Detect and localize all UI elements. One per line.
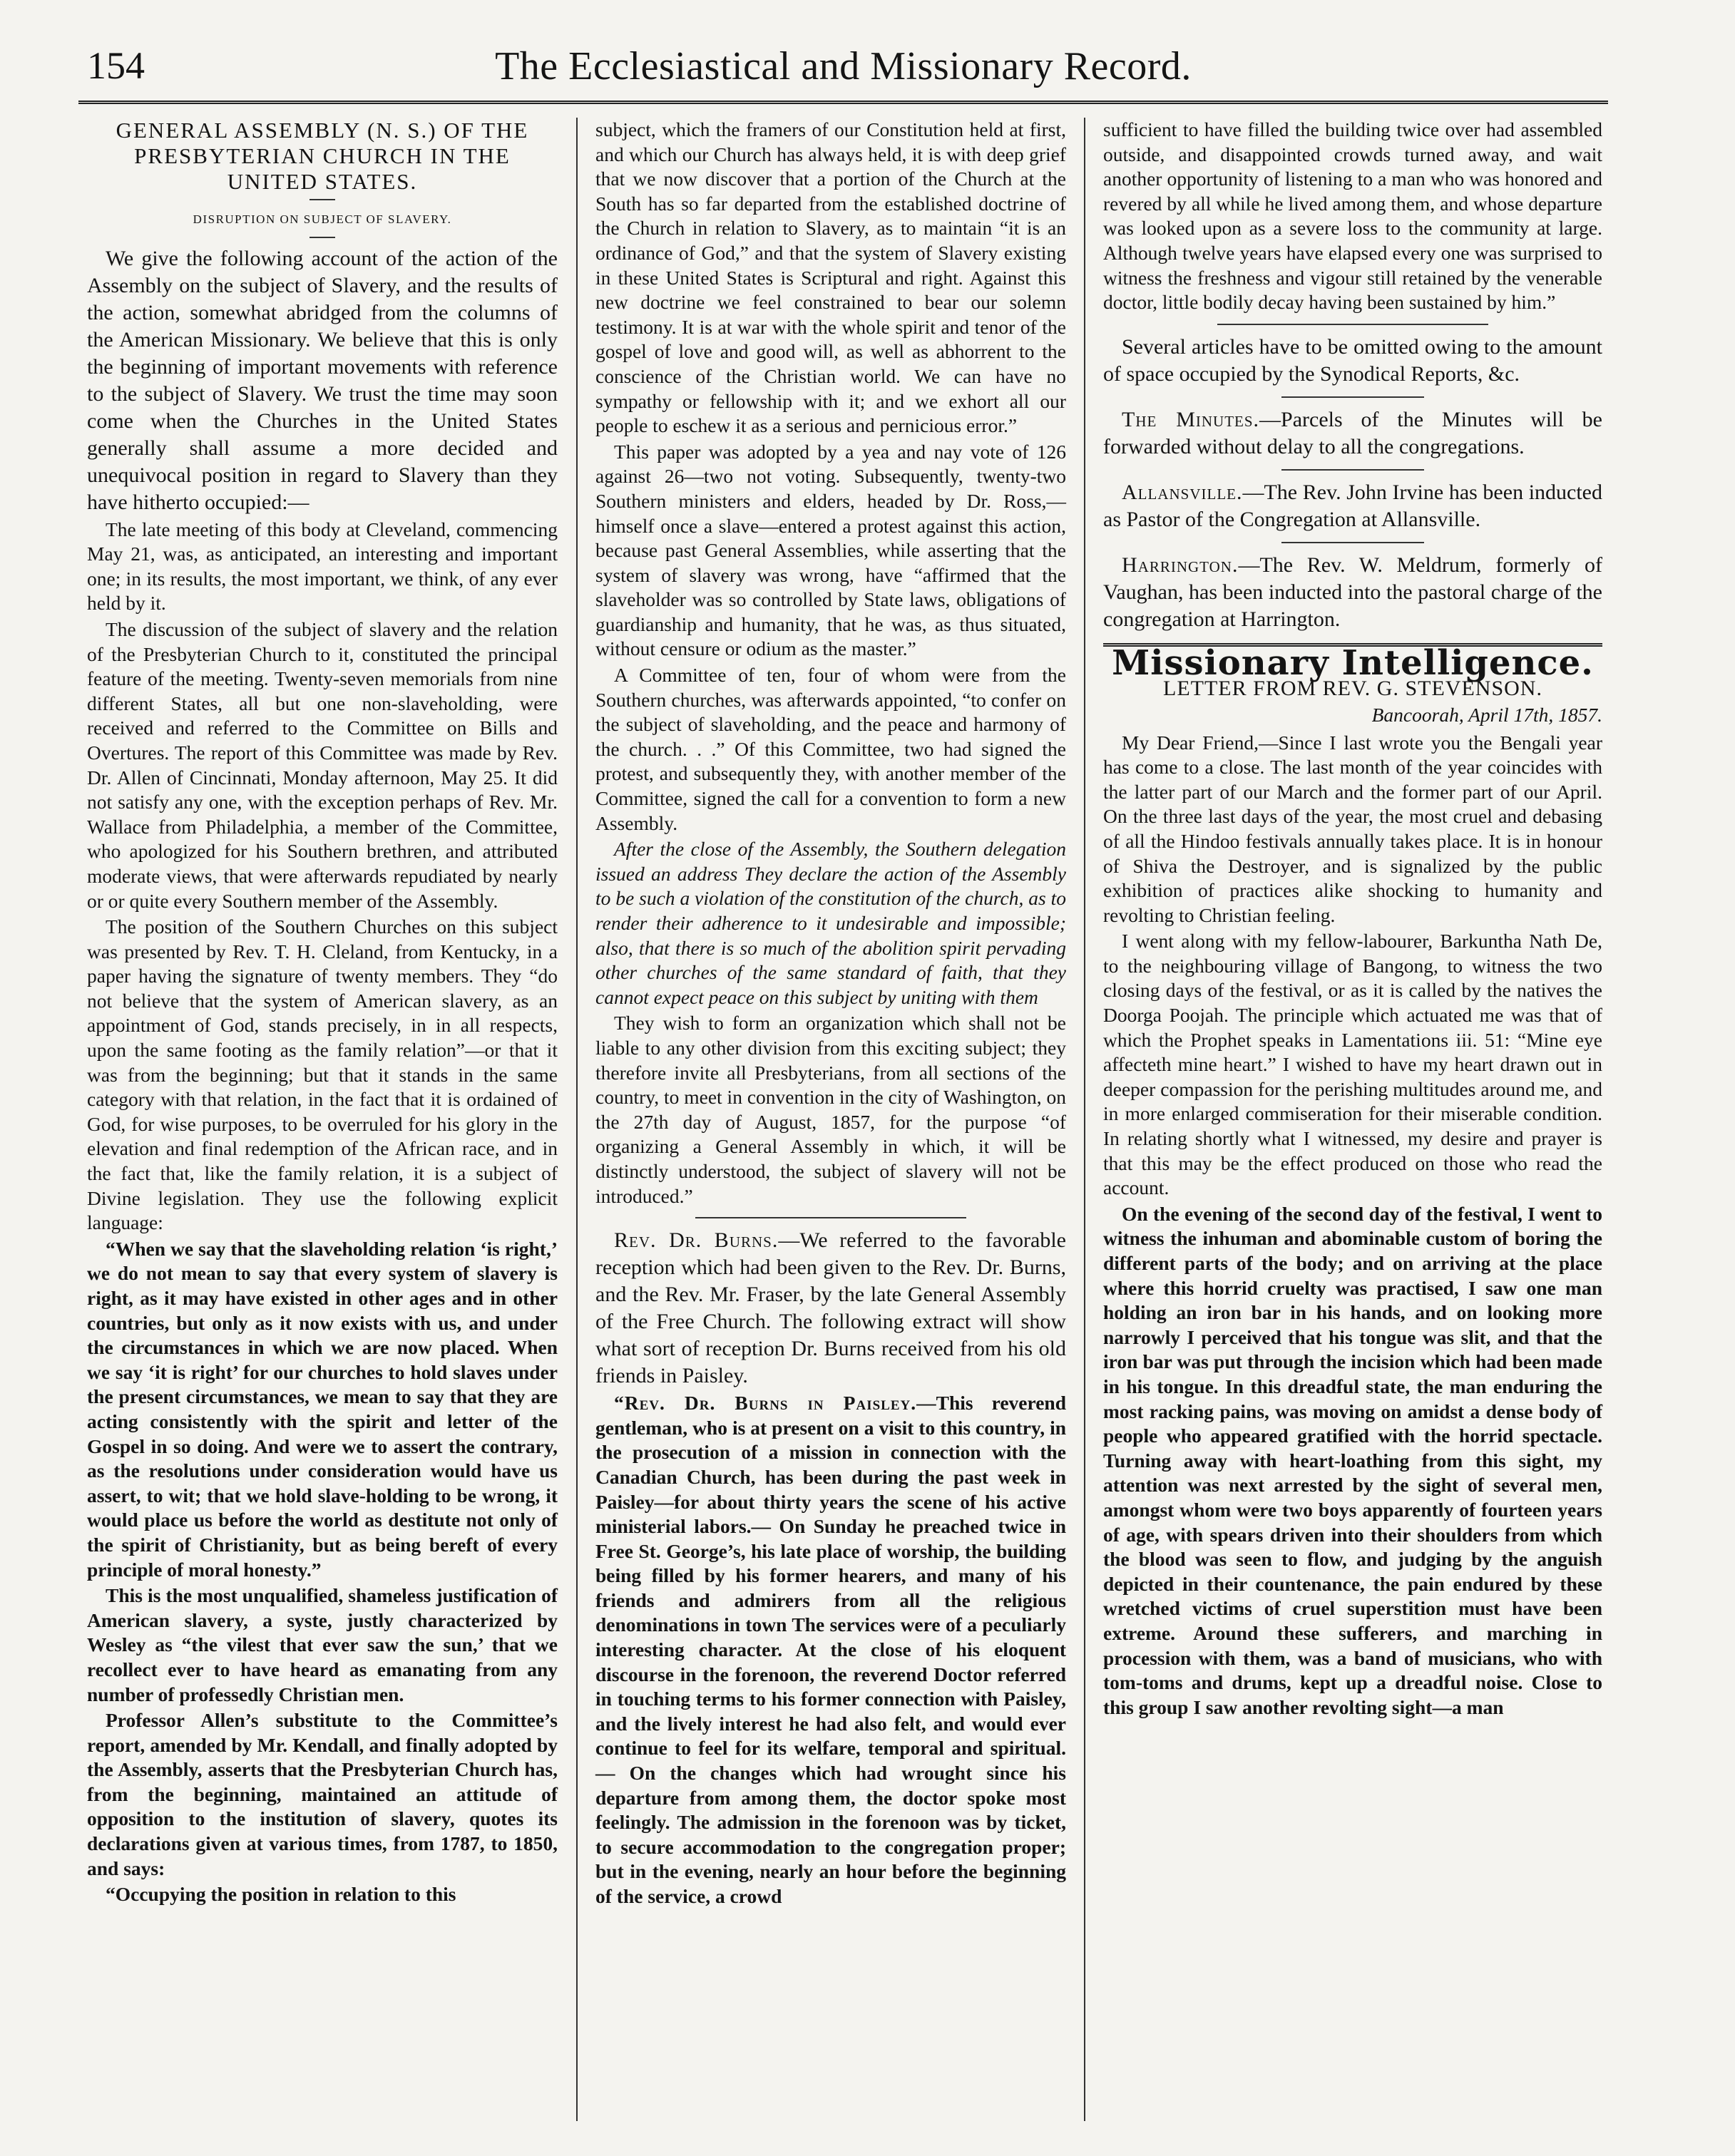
divider [695,1217,966,1218]
page-header [78,39,1608,96]
section-title: Missionary Intelligence. [1112,642,1594,683]
notice-body: —The Rev. W. Meldrum, formerly of Vaughan, has been inducted into the pastoral charge of the congregation at Harrington. [1103,553,1602,631]
paragraph: The late meeting of this body at Cleveland, commencing May 21, was, as anticipated, an interesting and important one; in its results, the most important, we think, of any ever held by it. [87,518,558,615]
notice-heading: The Minutes. [1122,407,1260,431]
quoted-paragraph: “When we say that the slaveholding relation ‘is right,’ we do not mean to say that every system of slavery is right, as it may have existed in other ages and in other countries, but only as it now exists with us, and under the circumstances in which we are now placed. When we say ‘it is right’ for our churches to hold slaves under the present circumstances, we mean to say that they are acting consistently with the spirit and letter of the Gospel in so doing. And were we to assert the contrary, as the resolutions under consideration would have us assert, to wit; that we hold slave-holding to be wrong, it would place us before the world as destitute not only of the spirit of Christianity, but as being bereft of every principle of moral honesty.” [87,1237,558,1581]
notice-allansville [1103,479,1602,533]
paragraph: A Committee of ten, four of whom were from the Southern churches, was afterwards appointed, “to confer on the subject of slaveholding, and the peace and harmony of the church. . .” Of this Committee, two had signed the protest, and subsequently they, with another member of the Committee, signed the call for a convention to form a new Assembly. [595,664,1066,834]
quoted-paragraph [595,1391,1066,1909]
notice-harrington [1103,552,1602,633]
divider [1281,469,1424,471]
notice-burns [595,1227,1066,1390]
column-divider-1 [576,118,578,2121]
paragraph: We give the following account of the action of the Assembly on the subject of Slavery, and the results of the action, somewhat abridged from the columns of the American Missionary. We believe that this is only the beginning of important movements with reference to the subject of Slavery. We trust the time may soon come when the Churches in the United States generally shall assume a more decided and unequivocal position in regard to Slavery than they have hitherto occupied:— [87,246,558,514]
letter-title: LETTER FROM REV. G. STEVENSON. [1163,677,1542,701]
running-title: The Ecclesiastical and Missionary Record. [495,44,1192,88]
notice-body: —We referred to the favorable reception which had been given to the Rev. Dr. Burns, and the Rev. Mr. Fraser, by the late General Assembly of the Free Church. The following extract will show what sort of reception Dr. Burns received from his old friends in Paisley. [595,1228,1066,1388]
divider [1281,542,1424,543]
paragraph: subject, which the framers of our Constitution held at first, and which our Church has always held, it is with deep grief that we now discover that a portion of the Church at the South has so far departed from the established doctrine of the Church in relation to Slavery, as to maintain “it is an ordinance of God,” and that the system of Slavery existing in these United States is Scriptural and right. Against this new doctrine we feel constrained to bear our solemn testimony. It is at war with the whole spirit and tenor of the gospel of love and good will, as well as abhorrent to the conscience of the Christian world. We can have no sympathy or fellowship with it; and we exhort all our people to eschew it as a serious and pernicious error.” [595,118,1066,437]
paragraph: This is the most unqualified, shameless justification of American slavery, a syste, justly characterized by Wesley as “the vilest that ever saw the sun,’ that we recollect ever to have heard as emanating from any number of professedly Christian men. [87,1584,558,1705]
notice-heading: Allansville. [1122,480,1243,504]
header-rule [78,101,1608,107]
paragraph: They wish to form an organization which shall not be liable to any other division from this exciting subject; they therefore invite all Presbyterians, from all sections of the country, to meet in convention in the city of Washington, on the 27th day of August, 1857, for the purpose “of organizing a General Assembly in which, it will be distinctly understood, the subject of slavery will not be introduced.” [595,1012,1066,1207]
column-1 [87,118,558,1909]
notice-body: —The Rev. John Irvine has been inducted as Pastor of the Congregation at Allansville. [1103,480,1602,531]
paragraph: “Occupying the position in relation to this [106,1883,456,1906]
newspaper-page [78,39,1608,2128]
paragraph: I went along with my fellow-labourer, Barkuntha Nath De, to the neighbouring village of Bangong, to witness the two closing days of the festival, or as it is called by the natives the Doorga Poojah. The principle which actuated me was that of which the Prophet speaks in Lamentations iii. 51: “Mine eye affecteth mine heart.” I wished to have my heart drawn out in deeper compassion for the perishing multitudes around me, and in more enlarged commiseration for their miserable condition. In relating shortly what I witnessed, my desire and prayer is that this may be the effect produced on those who read the account. [1103,930,1602,1199]
paragraph: The discussion of the subject of slavery and the relation of the Presbyterian Church to it, constituted the principal feature of the meeting. Twenty-seven memorials from nine different States, all but one non-slaveholding, were received and referred to the Committee on Bills and Overtures. The report of this Committee was made by Rev. Dr. Allen of Cincinnati, Monday afternoon, May 25. It did not satisfy any one, with the exception perhaps of Rev. Mr. Wallace from Philadelphia, a member of the Committee, who apologized for his Southern brethren, and attributed moderate views, that were afterwards repudiated by nearly or or quite every Southern member of the Assembly. [87,617,558,912]
notice-heading: Harrington. [1122,553,1239,577]
paragraph: My Dear Friend,—Since I last wrote you the Bengali year has come to a close. The last month of the year coincides with the latter part of our March and the former part of our April. On the three last days of the year, the most cruel and debasing of all the Hindoo festivals annually takes place. It is in honour of Shiva the Destroyer, and is signalized by the public exhibition of practices alike shocking to humanity and revolting to Christian feeling. [1103,731,1602,926]
paragraph: This paper was adopted by a yea and nay vote of 126 against 26—two not voting. Subsequently, twenty-two Southern ministers and elders, headed by Dr. Ross,—himself once a slave—entered a protest against this action, because past General Assemblies, while asserting that the system of slavery was wrong, have “affirmed that the slaveholder was so controlled by State laws, obligations of guardianship and humanity, that he was, as thus situated, without censure or odium as the master.” [595,440,1066,660]
column-3 [1103,118,1602,1721]
paragraph: Professor Allen’s substitute to the Committee’s report, amended by Mr. Kendall, and finally adopted by the Assembly, asserts that the Presbyterian Church has, from the beginning, maintained an attitude of opposition to the institution of slavery, quotes its declarations given at various times, from 1787, to 1850, and says: [87,1709,558,1879]
notice-heading: “Rev. Dr. Burns in Paisley. [614,1392,917,1415]
column-2 [595,118,1066,1911]
paragraph: sufficient to have filled the building twice over had assembled outside, and disappointed crowds turned away, and wait another opportunity of listening to a man who was honored and revered by all while he lived among them, and whose departure was looked upon as a severe loss to the community at large. Although twelve years have elapsed every one was surprised to witness the freshness and vigour still retained by the venerable doctor, little bodily decay having been sustained by him.” [1103,118,1602,314]
divider [1281,396,1424,398]
paragraph: After the close of the Assembly, the Southern delegation issued an address They declare the action of the Assembly to be such a violation of the constitution of the church, as to render their adherence to it undesirable and impossible; also, that there is so much of the abolition spirit pervading other churches of the same standard of faith, that they cannot expect peace on this subject by uniting with them [595,838,1066,1008]
divider [1217,324,1488,325]
article-subhead: DISRUPTION ON SUBJECT OF SLAVERY. [193,212,452,226]
column-divider-2 [1084,118,1085,2121]
divider [309,237,335,238]
divider [309,199,335,200]
notice-heading: Rev. Dr. Burns. [614,1228,779,1253]
paragraph: On the evening of the second day of the festival, I went to witness the inhuman and abominable custom of boring the different parts of the body; and on arriving at the place where this horrid cruelty was practised, I saw one man holding an iron bar in his hands, and on looking more narrowly I perceived that his tongue was slit, and that the iron bar was put through the incision which had been made in his tongue. In this dreadful state, the man enduring the most racking pains, was moving on amidst a dense body of people who appeared gratified with the horrid spectacle. Turning away with heart-loathing from this sight, my attention was next arrested by the sight of several men, amongst whom were two boys apparently of fourteen years of age, with spears driven into their shoulders from which the blood was seen to flow, and judging by the anguish depicted in their countenance, the pain endured by these wretched victims of cruel superstition must have been extreme. Around these sufferers, and marching in procession with them, was a band of musicians, who with tom-toms and drums, kept up a dreadful noise. Close to this group I saw another revolting sight—a man [1103,1202,1602,1718]
notice-minutes [1103,406,1602,461]
notice-omitted: Several articles have to be omitted owing to the amount of space occupied by the Synodical Reports, &c. [1103,334,1602,386]
dateline: Bancoorah, April 17th, 1857. [1371,703,1602,726]
notice-body: —Parcels of the Minutes will be forwarded without delay to all the congregations. [1103,407,1602,458]
notice-body: —This reverend gentleman, who is at present on a visit to this country, in the prosecution of a mission in connection with the Canadian Church, has been during the past week in Paisley—for about thirty years the scene of his active ministerial labors.— On Sunday he preached twice in Free St. George’s, his late place of worship, the building being filled by his former hearers, and many of his friends and admirers from all the religious denominations in town The services were of a peculiarly interesting character. At the close of his eloquent discourse in the forenoon, the reverend Doctor referred in touching terms to his former connection with Paisley, and the lively interest he had also felt, and would ever continue to feel for its welfare, temporal and spiritual.— On the changes which had wrought since his departure from among them, the doctor spoke most feelingly. The admission in the forenoon was by ticket, to secure accommodation to the congregation proper; but in the evening, nearly an hour before the beginning of the service, a crowd [595,1392,1066,1907]
paragraph: The position of the Southern Churches on this subject was presented by Rev. T. H. Cleland, from Kentucky, in a paper having the signature of twenty members. They “do not believe that the system of American slavery, as an appointment of God, stands precisely, in in all respects, upon the same footing as the family relation”—or that it was from the beginning; but that it stands in the same category with that relation, in the fact that it is ordained of God, for wise purposes, to be overruled for his glory in the elevation and final redemption of the African race, and in the fact that, like the family relation, it is a subject of Divine legislation. They use the following explicit language: [87,915,558,1234]
article-title: GENERAL ASSEMBLY (N. S.) OF THE PRESBYTERIAN CHURCH IN THE UNITED STATES. [116,118,529,194]
page-number: 154 [87,44,145,87]
